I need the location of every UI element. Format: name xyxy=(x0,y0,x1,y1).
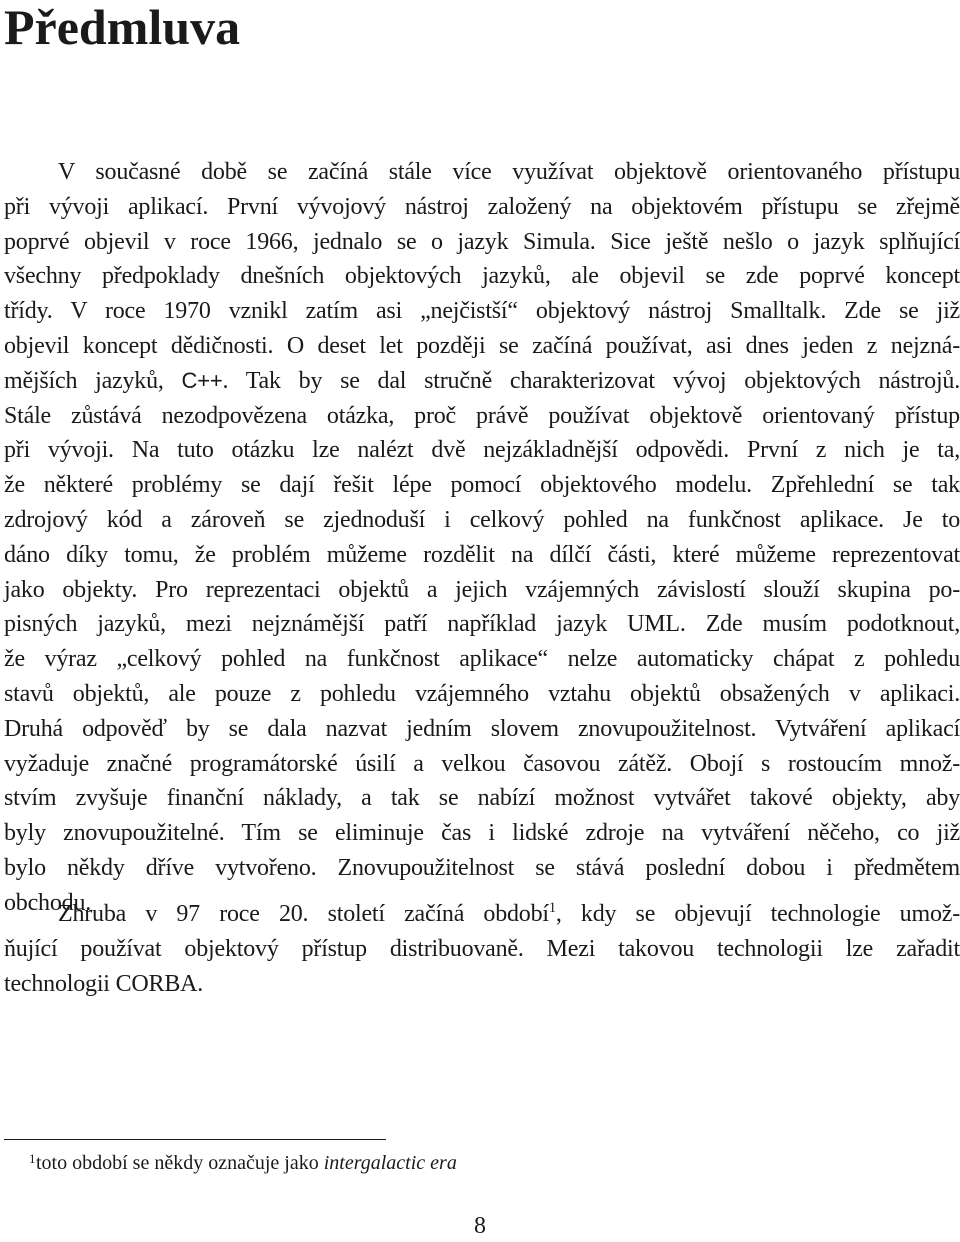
text-line: třídy. V roce 1970 vznikl zatím asi „nejčistší“ objektový nástroj Smalltalk. Zde se již xyxy=(4,298,960,325)
footnote-reference[interactable]: 1 xyxy=(548,900,556,916)
text-line: technologii CORBA. xyxy=(4,970,204,997)
text-fragment: Zhruba v 97 roce 20. století začíná období xyxy=(58,901,549,927)
text-line: bylo někdy dříve vytvořeno. Znovupoužitelnost se stává poslední dobou i předmětem xyxy=(4,854,960,881)
text-line xyxy=(4,364,960,399)
text-line: při vývoji. Na tuto otázku lze nalézt dvě nejzákladnější odpovědi. První z nich je ta, xyxy=(4,437,960,464)
footnote-mark: 1 xyxy=(29,1151,36,1166)
paragraph-2 xyxy=(4,897,960,1001)
text-line: stavů objektů, ale pouze z pohledu vzájemného vztahu objektů obsažených v aplikaci. xyxy=(4,680,960,707)
paragraph-1 xyxy=(4,155,960,921)
text-line: obchodu. xyxy=(4,889,92,916)
text-fragment: mějších jazyků, xyxy=(4,367,182,394)
text-line: vyžaduje značné programátorské úsilí a velkou časovou zátěž. Obojí s rostoucím množ- xyxy=(4,750,960,777)
text-line: byly znovupoužitelné. Tím se eliminuje čas i lidské zdroje na vytváření něčeho, co již xyxy=(4,820,960,847)
text-line: V současné době se začíná stále více využívat objektově orientovaného přístupu xyxy=(58,159,960,185)
text-line: Stále zůstává nezodpovězena otázka, proč právě používat objektově orientovaný přístup xyxy=(4,402,960,429)
text-line: objevil koncept dědičnosti. O deset let později se začíná používat, asi dnes jeden z nejzná- xyxy=(4,332,960,359)
text-line: všechny předpoklady dnešních objektových jazyků, ale objevil se zde poprvé koncept xyxy=(4,263,960,290)
chapter-heading: Předmluva xyxy=(4,0,241,55)
text-line xyxy=(4,897,960,932)
text-line: pisných jazyků, mezi nejznámější patří například jazyk UML. Zde musím podotknout, xyxy=(4,611,960,638)
footnote-emphasis: intergalactic era xyxy=(323,1152,457,1174)
text-fragment: , kdy se objevují technologie umož- xyxy=(555,901,960,927)
footnote-text: toto období se někdy označuje jako xyxy=(36,1152,324,1174)
footnote xyxy=(29,1150,457,1176)
text-line: dáno díky tomu, že problém můžeme rozdělit na dílčí části, které můžeme reprezentovat xyxy=(4,541,960,568)
text-line: že některé problémy se dají řešit lépe pomocí objektového modelu. Zpřehlední se tak xyxy=(4,472,960,499)
text-line: ňující používat objektový přístup distribuovaně. Mezi takovou technologii lze zařadit xyxy=(4,935,960,962)
text-line: že výraz „celkový pohled na funkčnost aplikace“ nelze automaticky chápat z pohledu xyxy=(4,646,960,673)
text-line: poprvé objevil v roce 1966, jednalo se o jazyk Simula. Sice ještě nešlo o jazyk splňující xyxy=(4,228,960,255)
text-line: stvím zvyšuje finanční náklady, a tak se nabízí možnost vytvářet takové objekty, aby xyxy=(4,785,960,812)
footnote-separator xyxy=(4,1139,386,1140)
text-fragment: . Tak by se dal stručně charakterizovat vývoj objektových nástrojů. xyxy=(222,367,960,394)
text-line: Druhá odpověď by se dala nazvat jedním slovem znovupoužitelnost. Vytváření aplikací xyxy=(4,715,960,742)
page-number: 8 xyxy=(474,1213,486,1239)
cpp-name: C++ xyxy=(181,367,223,393)
text-line: jako objekty. Pro reprezentaci objektů a jejich vzájemných závislostí slouží skupina po- xyxy=(4,576,960,603)
text-line: zdrojový kód a zároveň se zjednoduší i celkový pohled na funkčnost aplikace. Je to xyxy=(4,506,960,533)
text-line: při vývoji aplikací. První vývojový nástroj založený na objektovém přístupu se zřejmě xyxy=(4,193,960,220)
